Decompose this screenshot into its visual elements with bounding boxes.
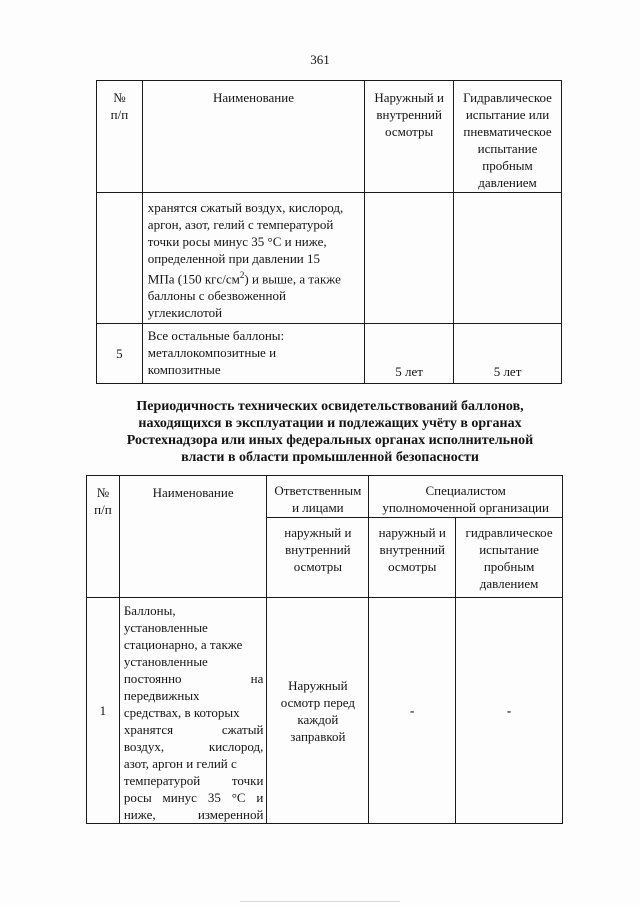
header-name	[119, 476, 267, 598]
table-row	[87, 598, 563, 824]
pressure-text-tail: ) и выше, а также	[244, 271, 341, 287]
header-number	[97, 81, 143, 193]
description-line: передвижных	[123, 688, 200, 703]
description-line: хранятся сжатый	[123, 722, 264, 737]
description-line: хранятся сжатый воздух, кислород,	[147, 200, 344, 215]
header-visual-text: Наружный и внутренний осмотры	[374, 90, 444, 139]
description-line: стационарно, а также	[123, 637, 243, 652]
hydro-specialist-value: -	[506, 703, 512, 718]
subheader-text: наружный и внутренний осмотры	[284, 525, 352, 574]
subheader-visual-responsible	[267, 518, 369, 598]
table-row	[97, 324, 562, 384]
description-line: азот, аргон и гелий с	[123, 756, 237, 771]
header-hydro-text: Гидравлическое испытание или пневматическое испытание пробным давлением	[463, 90, 552, 190]
responsible-value: Наружный осмотр перед каждой заправкой	[280, 677, 355, 744]
page-number: 361	[310, 52, 330, 67]
table-header-row	[87, 476, 563, 518]
table-periodicity	[86, 475, 563, 824]
subheader-text: наружный и внутренний осмотры	[378, 525, 446, 574]
row-description	[119, 598, 267, 824]
superscript: 2	[239, 270, 245, 280]
header-number	[87, 476, 120, 598]
description-line: установленные	[123, 654, 208, 669]
hydro-value: 5 лет	[493, 364, 522, 380]
visual-cell	[365, 324, 454, 384]
row-number-cell	[87, 598, 120, 824]
description-line: воздух, кислород,	[123, 739, 264, 754]
description-line: определенной при давлении 15	[147, 251, 321, 266]
subheader-text: гидравлическое испытание пробным давлением	[465, 525, 553, 591]
responsible-cell	[267, 598, 369, 824]
header-specialist	[369, 476, 563, 518]
header-responsible	[267, 476, 369, 518]
row-description	[142, 193, 364, 324]
row-number: 1	[99, 703, 107, 718]
description-line: температурой точки	[123, 773, 264, 788]
description-line: средствах, в которых	[123, 705, 240, 720]
description-line: ниже, измеренной	[123, 807, 264, 822]
subheader-hydro-specialist	[456, 518, 563, 598]
pressure-text: МПа (150 кгс/см	[147, 271, 240, 287]
visual-specialist-value: -	[410, 703, 415, 718]
row-number-cell	[97, 324, 143, 384]
table-header-row	[97, 81, 562, 193]
scan-artifact-line	[240, 901, 400, 902]
table-row	[97, 193, 562, 324]
header-number-text: № п/п	[110, 90, 129, 122]
subheader-visual-specialist	[369, 518, 456, 598]
header-name-text: Наименование	[213, 90, 294, 105]
description-line: аргон, азот, гелий с температурой	[147, 217, 334, 232]
description-line: постоянно на	[123, 671, 264, 686]
hydro-specialist-cell	[456, 598, 563, 824]
row-number: 5	[116, 346, 123, 362]
header-hydro-test	[454, 81, 562, 193]
description-line: баллоны с обезвоженной	[147, 288, 286, 304]
hydro-cell	[454, 193, 562, 324]
description-line: установленные	[123, 620, 208, 635]
header-visual-inspection	[365, 81, 454, 193]
description-line: углекислотой	[147, 305, 223, 321]
header-name-text: Наименование	[152, 485, 234, 500]
visual-cell	[365, 193, 454, 324]
header-specialist-text: Специалистом уполномоченной организации	[382, 483, 549, 515]
visual-value: 5 лет	[395, 364, 423, 380]
header-name	[142, 81, 364, 193]
visual-specialist-cell	[369, 598, 456, 824]
section-title: Периодичность технических освидетельствований баллонов, находящихся в эксплуатации и подлежащих учёту в органах Ростехнадзора или иных федеральных органах исполнительной власти в области промышленной безопасности	[126, 399, 534, 465]
description-line: точки росы минус 35 °С и ниже,	[147, 234, 327, 249]
row-description: Все остальные баллоны: металлокомпозитные и композитные	[142, 324, 364, 384]
hydro-cell	[454, 324, 562, 384]
header-number-text: № п/п	[94, 485, 112, 517]
description-line	[148, 267, 360, 287]
description-line: Баллоны,	[123, 603, 176, 618]
header-responsible-text: Ответственным и лицами	[274, 483, 362, 515]
table-continuation	[96, 80, 562, 384]
description-line: росы минус 35 °С и	[123, 790, 264, 805]
row-number-cell	[97, 193, 143, 324]
